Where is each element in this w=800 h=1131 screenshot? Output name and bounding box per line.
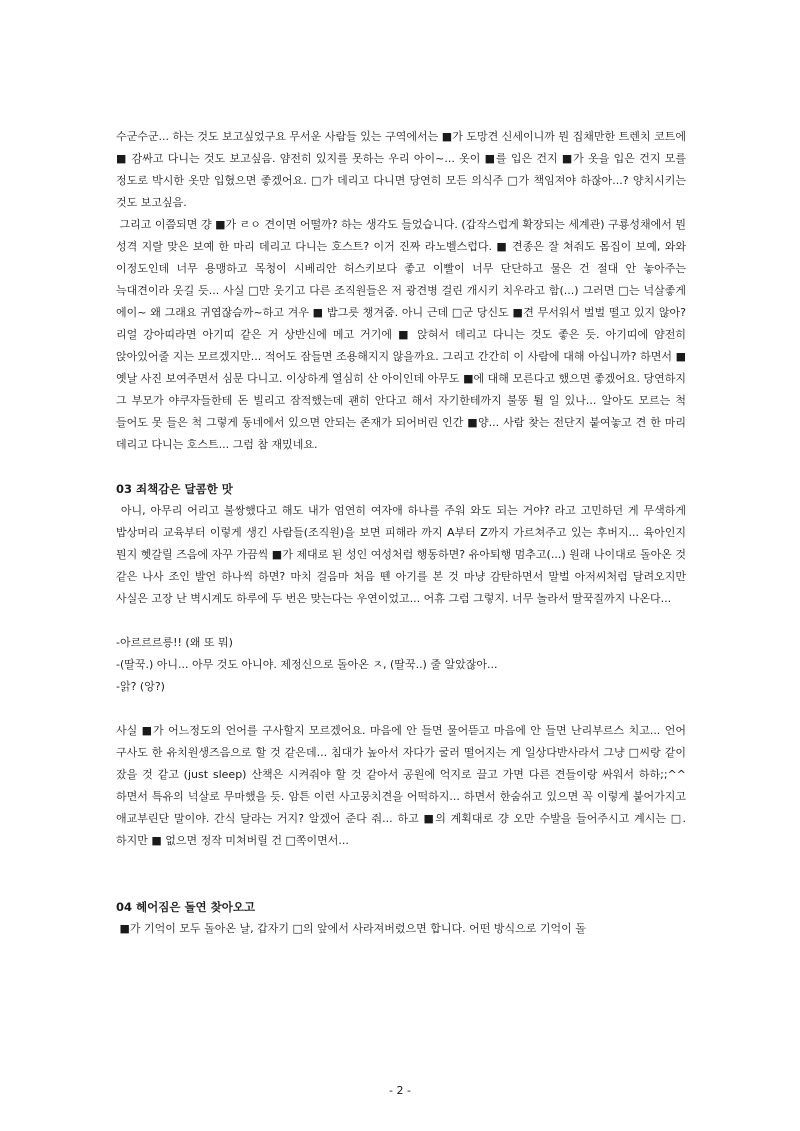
- spacer: [116, 610, 686, 632]
- paragraph-2: 그리고 이쯤되면 걍 ■가 ㄹㅇ 견이면 어떨까? 하는 생각도 들었습니다. (갑작스럽게 확장되는 세계관) 구룡성채에서 뭔 성격 지랄 맞은 보예 한 마리 데리고 다니는 호스트? 이거 진짜 라노벨스럽다. ■ 견종은 잘 쳐줘도 몸집이 보예, 와와 이정도인데 너무 용맹하고 목청이 시베리안 허스키보다 좋고 이빨이 너무 단단하고 물은 건 절대 안 놓아주는 늑대견이라 웃길 듯... 사실 □만 웃기고 다른 조직원들은 저 광견병 걸린 개시키 치우라고 함(...) 그러면 □는 넉살좋게 에이~ 왜 그래요 귀엽잖슴까~하고 겨우 ■ 밥그릇 챙겨줌. 아니 근데 □군 당신도 ■견 무서워서 벌벌 떨고 있지 않아? 리얼 강아띠라면 아기띠 같은 거 상반신에 메고 거기에 ■ 앉혀서 데리고 다니는 것도 좋은 듯. 아기띠에 얌전히 앉아있어줄 지는 모르겠지만... 적어도 잠들면 조용해지지 않을까요. 그리고 간간히 이 사람에 대해 아십니까? 하면서 ■ 옛날 사진 보여주면서 심문 다니고. 이상하게 열심히 산 아이인데 아무도 ■에 대해 모른다고 했으면 좋겠어요. 당연하지 그 부모가 야쿠자들한테 돈 빌리고 잠적했는데 괜히 안다고 해서 자기한테까지 불똥 튈 일 있나... 알아도 모르는 척 들어도 못 들은 척 그렇게 동네에서 있으면 안되는 존재가 되어버린 인간 ■양... 사람 찾는 전단지 붙여놓고 견 한 마리 데리고 다니는 호스트... 그럼 참 재밌네요.: [116, 218, 690, 451]
- dialogue-line-2: -(딸꾹.) 아니... 아무 것도 아니야. 제정신으로 돌아온 ㅈ, (딸꾹..) 줄 알았잖아...: [116, 658, 498, 671]
- paragraph-4: 사실 ■가 어느정도의 언어를 구사할지 모르겠어요. 마음에 안 들면 물어뜯고 마음에 안 들면 난리부르스 치고... 언어 구사도 한 유치원생즈음으로 할 것 같은데... 침대가 높아서 자다가 굴러 떨어지는 게 일상다반사라서 그냥 □씨랑 같이 잤을 것 같고 (just sleep) 산책은 시켜줘야 할 것 같아서 공원에 억지로 끌고 가면 다른 견들이랑 싸워서 하하;;^^ 하면서 특유의 넉살로 무마했을 듯. 암튼 이런 사고뭉치견을 어떡하지... 하면서 한숨쉬고 있으면 꼭 이렇게 붙어가지고 애교부린단 말이야. 간식 달라는 거지? 알겠어 준다 줘... 하고 ■의 계획대로 걍 오만 수발을 들어주시고 계시는 □. 하지만 ■ 없으면 정작 미쳐버릴 건 □쪽이면서...: [116, 724, 690, 847]
- paragraph-5: ■가 기억이 모두 돌아온 날, 갑자기 □의 앞에서 사라져버렸으면 합니다. 어떤 방식으로 기억이 돌: [116, 922, 586, 935]
- document-body: [116, 126, 690, 940]
- section-heading-03: 03 죄책감은 달콤한 맛: [116, 482, 233, 496]
- spacer: [116, 852, 686, 896]
- paragraph-3: 아니, 아무리 어리고 불쌍했다고 해도 내가 엄연히 여자애 하나를 주워 와도 되는 거야? 라고 고민하던 게 무색하게 밥상머리 교육부터 이렇게 생긴 사람들(조직원)을 보면 피해라 까지 A부터 Z까지 가르쳐주고 있는 후버지... 육아인지 뭔지 헷갈릴 즈음에 자꾸 가끔씩 ■가 제대로 된 성인 여성처럼 행동하면? 유아퇴행 멈추고(...) 원래 나이대로 돌아온 것 같은 나사 조인 발언 하나씩 하면? 마치 걸음마 처음 뗀 아기를 본 것 마냥 감탄하면서 말벌 아저씨처럼 달려오지만 사실은 고장 난 벽시계도 하루에 두 번은 맞는다는 우연이었고... 어휴 그럼 그렇지. 너무 놀라서 딸꾹질까지 나온다...: [116, 504, 690, 605]
- paragraph-1: 수군수군... 하는 것도 보고싶었구요 무서운 사람들 있는 구역에서는 ■가 도망견 신세이니까 뭔 집채만한 트렌치 코트에 ■ 감싸고 다니는 것도 보고싶음. 얌전히 있지를 못하는 우리 아이~... 옷이 ■를 입은 건지 ■가 옷을 입은 건지 모를 정도로 박시한 옷만 입혔으면 좋겠어요. □가 데리고 다니면 당연히 모든 의식주 □가 책임져야 하잖아...? 양치시키는 것도 보고싶음.: [116, 130, 690, 209]
- dialogue-line-1: -아르르르릉!! (왜 또 뭐): [116, 636, 233, 649]
- spacer: [116, 456, 686, 478]
- page-number: - 2 -: [389, 1084, 411, 1097]
- spacer: [116, 698, 686, 720]
- section-heading-04: 04 헤어짐은 돌연 찾아오고: [116, 900, 256, 914]
- dialogue-line-3: -앍? (앙?): [116, 680, 165, 693]
